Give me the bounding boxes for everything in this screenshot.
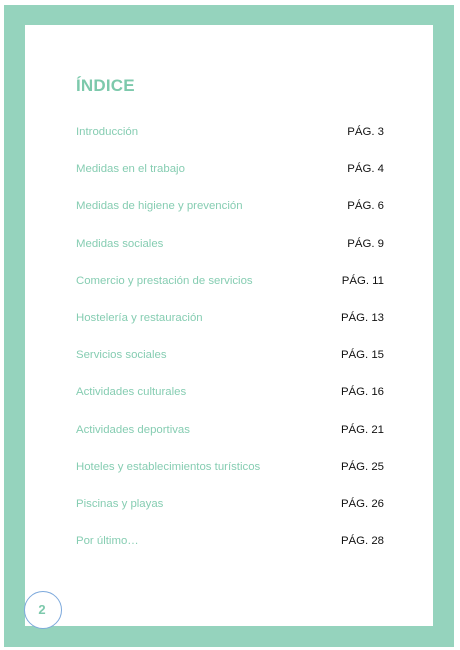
table-of-contents bbox=[76, 124, 384, 570]
index-title: ÍNDICE bbox=[76, 76, 135, 95]
toc-entry-page: PÁG. 28 bbox=[340, 535, 384, 548]
toc-entry-label: Hostelería y restauración bbox=[76, 311, 203, 324]
toc-entry-medidas-sociales[interactable] bbox=[76, 236, 384, 273]
toc-entry-page: PÁG. 13 bbox=[340, 311, 384, 324]
toc-entry-label: Medidas en el trabajo bbox=[76, 163, 185, 176]
toc-entry-comercio[interactable] bbox=[76, 273, 384, 310]
page-number: 2 bbox=[38, 602, 46, 617]
toc-entry-page: PÁG. 4 bbox=[347, 163, 384, 176]
toc-entry-actividades-deportivas[interactable] bbox=[76, 422, 384, 459]
toc-entry-page: PÁG. 9 bbox=[347, 237, 384, 250]
toc-entry-hoteles[interactable] bbox=[76, 459, 384, 496]
toc-entry-piscinas-playas[interactable] bbox=[76, 496, 384, 533]
toc-entry-medidas-trabajo[interactable] bbox=[76, 161, 384, 198]
toc-entry-label: Hoteles y establecimientos turísticos bbox=[76, 460, 261, 473]
toc-entry-page: PÁG. 6 bbox=[347, 200, 384, 213]
toc-entry-label: Por último… bbox=[76, 535, 139, 548]
toc-entry-label: Introducción bbox=[76, 126, 139, 138]
toc-entry-medidas-higiene[interactable] bbox=[76, 198, 384, 235]
toc-entry-page: PÁG. 25 bbox=[340, 460, 384, 473]
toc-entry-page: PÁG. 26 bbox=[340, 497, 384, 510]
page-number-badge bbox=[24, 591, 62, 629]
toc-entry-page: PÁG. 21 bbox=[340, 423, 384, 436]
toc-entry-label: Medidas sociales bbox=[76, 237, 164, 250]
toc-entry-label: Comercio y prestación de servicios bbox=[76, 274, 253, 287]
toc-entry-introduccion[interactable] bbox=[76, 124, 384, 161]
toc-entry-page: PÁG. 15 bbox=[340, 349, 384, 362]
toc-entry-label: Piscinas y playas bbox=[76, 497, 164, 510]
toc-entry-actividades-culturales[interactable] bbox=[76, 384, 384, 421]
toc-entry-page: PÁG. 3 bbox=[347, 126, 384, 138]
toc-entry-label: Actividades culturales bbox=[76, 386, 187, 399]
toc-entry-page: PÁG. 11 bbox=[341, 274, 384, 287]
toc-entry-label: Servicios sociales bbox=[76, 349, 167, 362]
toc-entry-label: Actividades deportivas bbox=[76, 423, 190, 436]
toc-entry-por-ultimo[interactable] bbox=[76, 533, 384, 570]
toc-entry-page: PÁG. 16 bbox=[340, 386, 384, 399]
toc-entry-hosteleria[interactable] bbox=[76, 310, 384, 347]
toc-entry-label: Medidas de higiene y prevención bbox=[76, 200, 243, 213]
toc-entry-servicios-sociales[interactable] bbox=[76, 347, 384, 384]
